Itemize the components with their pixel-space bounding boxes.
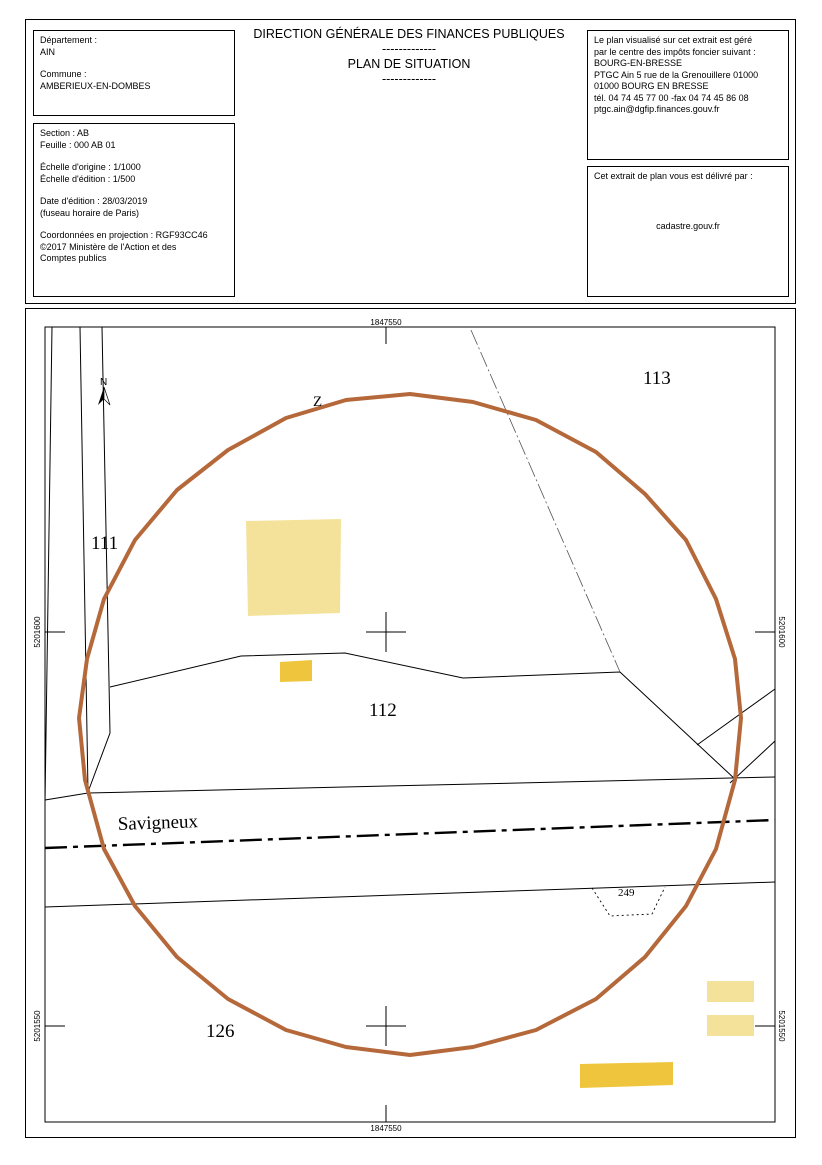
page-title: DIRECTION GÉNÉRALE DES FINANCES PUBLIQUES — [253, 27, 565, 41]
situation-circle — [79, 394, 741, 1055]
coord-bottom: 1847550 — [370, 1124, 402, 1133]
commune-label: Commune : — [40, 69, 87, 79]
echelle-edition: Échelle d'édition : 1/500 — [40, 173, 136, 184]
buildings — [246, 519, 754, 1088]
parcel-label[interactable]: 126 — [206, 1021, 235, 1042]
parcel-line — [110, 653, 736, 780]
north-label: N — [100, 377, 108, 388]
z-label: Z — [313, 394, 323, 410]
copyright-line-2: Comptes publics — [40, 253, 107, 263]
departement-label: Département : — [40, 35, 98, 45]
parcel-label[interactable]: 113 — [643, 368, 671, 389]
centre-email[interactable]: ptgc.ain@dgfip.finances.gouv.fr — [594, 104, 720, 114]
section: Section : AB — [40, 128, 90, 138]
parcel-label[interactable]: 249 — [618, 887, 635, 899]
map-border — [45, 327, 775, 1122]
building — [707, 981, 754, 1002]
centre-line-2: par le centre des impôts foncier suivant : — [594, 46, 756, 57]
centre-line-1: Le plan visualisé sur cet extrait est géré — [594, 35, 753, 45]
departement-value: AIN — [40, 46, 56, 57]
building — [707, 1015, 754, 1036]
date-edition: Date d'édition : 28/03/2019 — [40, 196, 148, 206]
coord-left-lower: 5201550 — [33, 1010, 42, 1042]
feuille: Feuille : 000 AB 01 — [40, 139, 116, 150]
parcel-line — [45, 327, 52, 803]
centre-line-3: BOURG-EN-BRESSE — [594, 58, 683, 68]
north-arrow-icon — [98, 377, 110, 405]
road-name: Savigneux — [117, 811, 199, 835]
parcel-line — [697, 689, 775, 745]
coord-left-upper: 5201600 — [33, 616, 42, 648]
coordonnees: Coordonnées en projection : RGF93CC46 — [40, 230, 208, 240]
road-edge-south — [45, 882, 775, 907]
page-subtitle: PLAN DE SITUATION — [347, 57, 471, 71]
delivre-value[interactable]: cadastre.gouv.fr — [656, 221, 720, 231]
building — [580, 1062, 673, 1088]
delivre-label: Cet extrait de plan vous est délivré par : — [594, 171, 753, 181]
coord-right-upper: 5201600 — [777, 616, 786, 648]
fuseau: (fuseau horaire de Paris) — [40, 207, 140, 218]
copyright-line-1: ©2017 Ministère de l'Action et des — [40, 241, 177, 252]
road-edge-north — [88, 777, 775, 793]
centre-line-4: PTGC Ain 5 rue de la Grenouillere 01000 — [594, 69, 759, 80]
title-separator-1: ------------- — [381, 42, 437, 56]
title-separator-2: ------------- — [381, 72, 437, 86]
parcel-label[interactable]: 111 — [91, 533, 119, 554]
commune-value: AMBERIEUX-EN-DOMBES — [40, 80, 151, 91]
dashed-limit — [471, 330, 620, 672]
parcel-label[interactable]: 112 — [369, 700, 397, 721]
coord-top: 1847550 — [370, 318, 402, 327]
building — [280, 660, 312, 682]
parcel-line — [45, 793, 88, 800]
crosshairs — [45, 327, 775, 1122]
coord-right-lower: 5201550 — [777, 1010, 786, 1042]
echelle-origine: Échelle d'origine : 1/1000 — [40, 162, 141, 172]
building — [246, 519, 341, 616]
centre-line-6: tél. 04 74 45 77 00 -fax 04 74 45 86 08 — [594, 92, 749, 103]
centre-line-5: 01000 BOURG EN BRESSE — [594, 81, 709, 91]
